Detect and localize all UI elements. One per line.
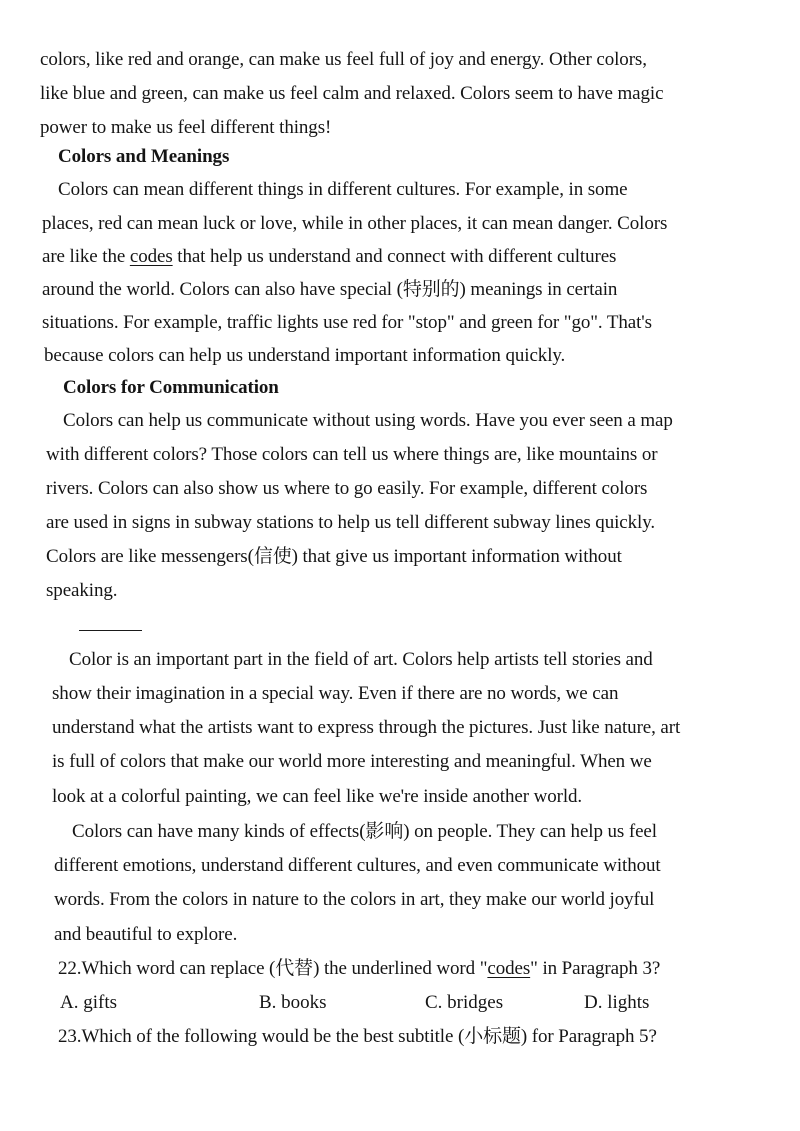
heading-colors-for-communication: Colors for Communication [63, 377, 279, 398]
paragraph-2-line-1: colors, like red and orange, can make us feel full of joy and energy. Other colors, [40, 49, 647, 70]
paragraph-5-line-4: is full of colors that make our world more interesting and meaningful. When we [52, 751, 652, 772]
paragraph-5-line-3: understand what the artists want to express through the pictures. Just like nature, art [52, 717, 681, 738]
paragraph-3-line-3-after: that help us understand and connect with different cultures [172, 246, 617, 267]
paragraph-4-line-2: with different colors? Those colors can tell us where things are, like mountains or [46, 444, 658, 465]
paragraph-4-line-1: Colors can help us communicate without using words. Have you ever seen a map [63, 410, 673, 431]
paragraph-3-line-5: situations. For example, traffic lights use red for "stop" and green for "go". That's [42, 312, 652, 333]
paragraph-3-line-6: because colors can help us understand important information quickly. [44, 345, 566, 366]
paragraph-5-line-5: look at a colorful painting, we can feel like we're inside another world. [52, 786, 583, 807]
paragraph-5-subtitle-blank [79, 630, 142, 631]
paragraph-4-line-6: speaking. [46, 580, 118, 601]
paragraph-2-line-2: like blue and green, can make us feel calm and relaxed. Colors seem to have magic [40, 83, 664, 104]
paragraph-3-line-2: places, red can mean luck or love, while in other places, it can mean danger. Colors [42, 213, 668, 234]
paragraph-2-line-3: power to make us feel different things! [40, 117, 332, 138]
paragraph-3-line-1: Colors can mean different things in different cultures. For example, in some [58, 179, 628, 200]
paragraph-6-line-1: Colors can have many kinds of effects(影响) on people. They can help us feel [72, 821, 657, 842]
paragraph-3-line-3 [42, 245, 616, 269]
question-22 [58, 957, 660, 981]
option-c[interactable]: C. bridges [425, 992, 504, 1013]
paragraph-3-line-4: around the world. Colors can also have special (特别的) meanings in certain [42, 279, 618, 300]
question-22-underlined-codes: codes [487, 958, 531, 979]
paragraph-4-line-5: Colors are like messengers(信使) that give us important information without [46, 546, 622, 567]
paragraph-6-line-3: words. From the colors in nature to the colors in art, they make our world joyful [54, 889, 655, 910]
question-23: 23.Which of the following would be the best subtitle (小标题) for Paragraph 5? [58, 1026, 657, 1047]
paragraph-4-line-3: rivers. Colors can also show us where to go easily. For example, different colors [46, 478, 648, 499]
paragraph-6-line-4: and beautiful to explore. [54, 924, 238, 945]
option-d[interactable]: D. lights [584, 992, 650, 1013]
heading-colors-and-meanings: Colors and Meanings [58, 146, 230, 167]
paragraph-5-line-1: Color is an important part in the field of art. Colors help artists tell stories and [69, 649, 653, 670]
paragraph-6-line-2: different emotions, understand different cultures, and even communicate without [54, 855, 661, 876]
option-a[interactable]: A. gifts [60, 992, 117, 1013]
paragraph-4-line-4: are used in signs in subway stations to help us tell different subway lines quickly. [46, 512, 656, 533]
paragraph-3-line-3-before: are like the [42, 246, 130, 267]
question-22-suffix: " in Paragraph 3? [530, 958, 661, 979]
underlined-word-codes: codes [129, 246, 173, 267]
option-b[interactable]: B. books [259, 992, 327, 1013]
question-22-prefix: 22.Which word can replace (代替) the underlined word " [58, 958, 488, 979]
paragraph-5-line-2: show their imagination in a special way. Even if there are no words, we can [52, 683, 619, 704]
